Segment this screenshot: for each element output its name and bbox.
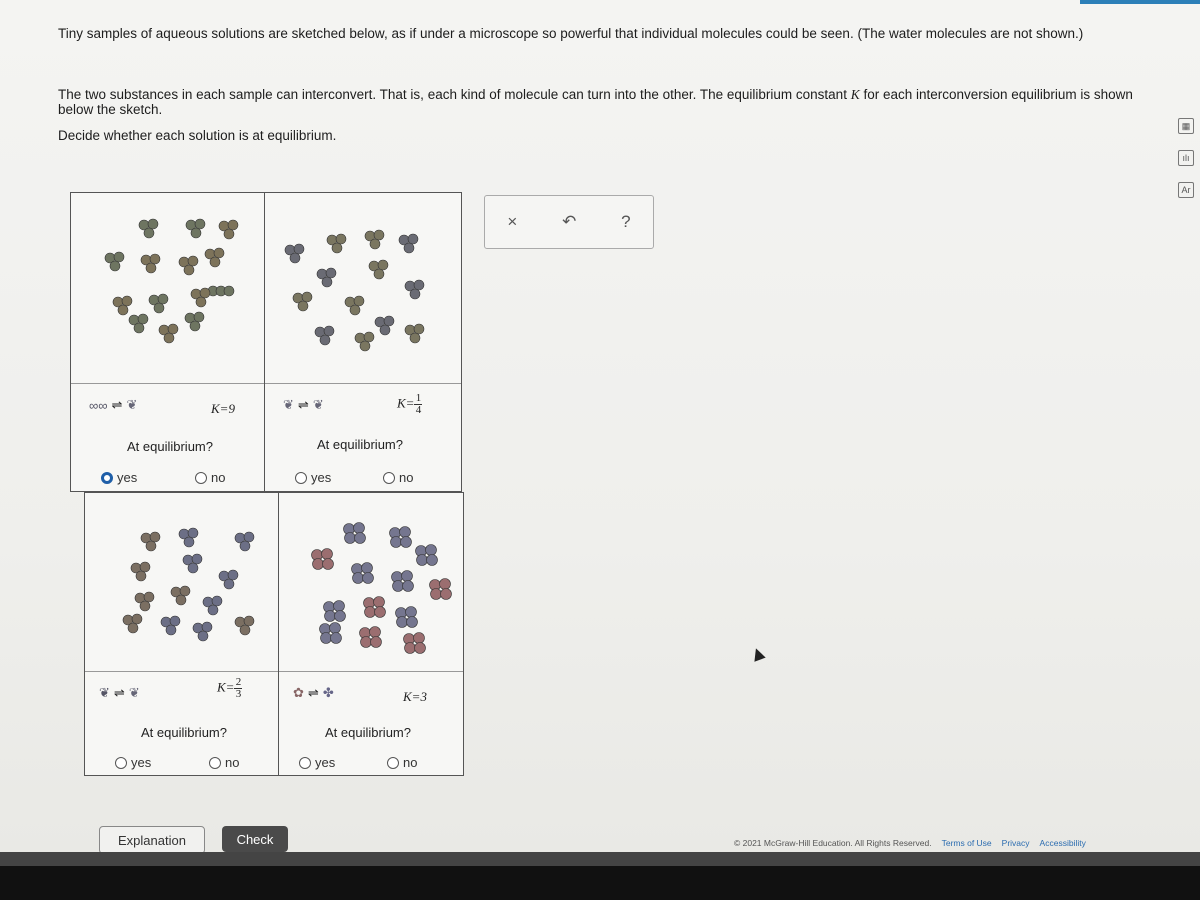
calculator-icon[interactable]: ▦: [1178, 118, 1194, 134]
copyright-text: © 2021 McGraw-Hill Education. All Rights Reserved.: [734, 838, 932, 848]
sample-1-no-radio[interactable]: [195, 472, 207, 484]
molecule: [392, 571, 414, 592]
molecule: [399, 234, 418, 253]
molecule: [141, 532, 160, 551]
molecule: [205, 248, 224, 267]
molecule: [365, 230, 384, 249]
samples-grid: [70, 192, 462, 776]
molecule: [171, 586, 190, 605]
molecule: [344, 523, 366, 544]
molecule: [129, 314, 148, 333]
sample-1-yes-option[interactable]: yes: [101, 470, 137, 485]
sample-3: [84, 492, 280, 776]
sample-2-yes-option[interactable]: yes: [295, 470, 331, 485]
molecule: [179, 528, 198, 547]
molecule: [185, 312, 204, 331]
sample-2-yes-radio[interactable]: [295, 472, 307, 484]
sample-4-question: At equilibrium?: [325, 725, 411, 740]
molecule: [390, 527, 412, 548]
molecule: [235, 532, 254, 551]
molecule: [208, 286, 234, 296]
sample-2-no-radio[interactable]: [383, 472, 395, 484]
sample-4-no-radio[interactable]: [387, 757, 399, 769]
molecule: [355, 332, 374, 351]
sample-4-reaction: ✿ ⇌ ✤: [293, 685, 334, 700]
molecule: [123, 614, 142, 633]
sample-1-reaction: ∞∞ ⇌ ❦: [89, 397, 138, 413]
sample-2-sketch: [265, 193, 461, 383]
data-icon[interactable]: ılı: [1178, 150, 1194, 166]
sample-4-no-option[interactable]: no: [387, 755, 417, 770]
instruction-paragraph-1: Tiny samples of aqueous solutions are sketched below, as if under a microscope so powerful that individual molecules could be seen. (The water molecules are not shown.): [58, 26, 1084, 41]
sample-4-yes-option[interactable]: yes: [299, 755, 335, 770]
molecule: [105, 252, 124, 271]
undo-icon[interactable]: ↶: [562, 212, 577, 231]
molecule: [364, 597, 386, 618]
sample-3-yes-radio[interactable]: [115, 757, 127, 769]
screen-bezel: [0, 866, 1200, 900]
footer-links: [734, 838, 1086, 848]
molecule: [430, 579, 452, 600]
molecule: [161, 616, 180, 635]
instruction-paragraph-2: The two substances in each sample can interconvert. That is, each kind of molecule can turn into the other. The equilibrium constant K for each interconversion equilibrium is shown below the sketch.: [58, 87, 1133, 117]
sample-1-no-option[interactable]: no: [195, 470, 225, 485]
molecule: [405, 280, 424, 299]
molecule: [193, 622, 212, 641]
sample-2-reaction: ❦ ⇌ ❦: [283, 397, 324, 412]
molecule: [369, 260, 388, 279]
sample-2-k-value: K= $\frac{1}{4}$: [397, 392, 422, 416]
terms-link[interactable]: Terms of Use: [941, 838, 992, 848]
molecule: [327, 234, 346, 253]
footer-bar: [0, 852, 1200, 866]
periodic-table-icon[interactable]: Ar: [1178, 182, 1194, 198]
molecule: [404, 633, 426, 654]
molecule: [317, 268, 336, 287]
molecule: [131, 562, 150, 581]
molecule: [285, 244, 304, 263]
molecule: [219, 570, 238, 589]
sample-3-question: At equilibrium?: [141, 725, 227, 740]
molecule: [324, 601, 346, 622]
sample-1-sketch: [71, 193, 265, 383]
accessibility-link[interactable]: Accessibility: [1039, 838, 1086, 848]
sample-1-yes-radio[interactable]: [101, 472, 113, 484]
sample-1-question: At equilibrium?: [127, 439, 213, 454]
answer-toolbox: [484, 195, 654, 249]
molecule: [139, 219, 158, 238]
clear-icon[interactable]: ×: [507, 212, 518, 231]
sample-1: [70, 192, 266, 492]
sample-3-sketch: [85, 493, 279, 671]
molecule: [113, 296, 132, 315]
top-accent-bar: [1080, 0, 1200, 4]
molecule: [345, 296, 364, 315]
sample-2-no-option[interactable]: no: [383, 470, 413, 485]
help-icon[interactable]: ?: [621, 212, 631, 231]
sample-4-k-value: K=3: [403, 689, 427, 704]
sample-4-sketch: [279, 493, 463, 671]
molecule: [191, 288, 210, 307]
molecule: [203, 596, 222, 615]
sample-3-reaction: ❦ ⇌ ❦: [99, 685, 140, 700]
molecule: [235, 616, 254, 635]
privacy-link[interactable]: Privacy: [1001, 838, 1030, 848]
check-button[interactable]: Check: [222, 826, 288, 852]
molecule: [405, 324, 424, 343]
molecule: [360, 627, 382, 648]
sample-2: [264, 192, 462, 492]
sample-4: [278, 492, 464, 776]
sample-3-yes-option[interactable]: yes: [115, 755, 151, 770]
mouse-cursor: [750, 646, 765, 661]
molecule: [149, 294, 168, 313]
molecule: [315, 326, 334, 345]
sample-3-no-option[interactable]: no: [209, 755, 239, 770]
molecule: [320, 623, 342, 644]
molecule: [375, 316, 394, 335]
explanation-button[interactable]: Explanation: [99, 826, 205, 854]
sample-1-k-value: K=9: [211, 401, 235, 416]
molecule: [159, 324, 178, 343]
molecule: [179, 256, 198, 275]
sample-2-question: At equilibrium?: [317, 437, 403, 452]
molecule: [186, 219, 205, 238]
molecule: [312, 549, 334, 570]
molecule: [352, 563, 374, 584]
molecule: [135, 592, 154, 611]
sample-4-yes-radio[interactable]: [299, 757, 311, 769]
molecule: [141, 254, 160, 273]
side-toolbar: [1178, 118, 1194, 198]
molecule: [396, 607, 418, 628]
molecule: [219, 220, 238, 239]
molecule: [183, 554, 202, 573]
molecule: [293, 292, 312, 311]
sample-3-no-radio[interactable]: [209, 757, 221, 769]
sample-3-k-value: K= $\frac{2}{3}$: [217, 676, 242, 700]
instruction-paragraph-3: Decide whether each solution is at equilibrium.: [58, 128, 337, 143]
molecule: [416, 545, 438, 566]
